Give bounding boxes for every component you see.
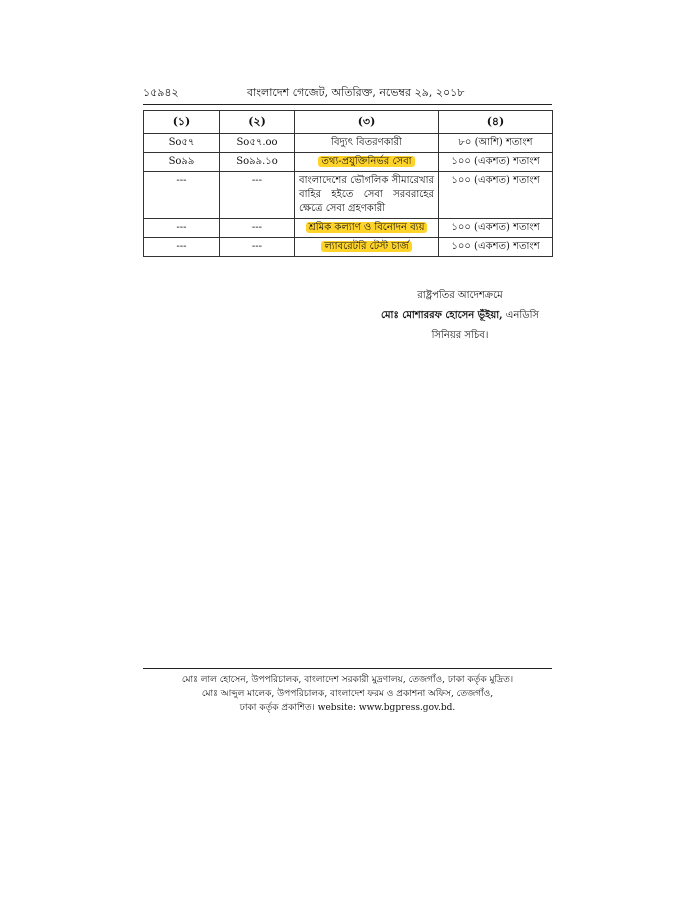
footer-line-2: মোঃ আব্দুল মালেক, উপপরিচালক, বাংলাদেশ ফরম ও প্রকাশনা অফিস, তেজগাঁও,	[201, 689, 494, 699]
table-row	[144, 134, 553, 153]
header-rule	[143, 104, 552, 105]
gazette-title: বাংলাদেশ গেজেট, অতিরিক্ত, নভেম্বর ২৯, ২০১৮	[247, 86, 465, 99]
cell-rate: ১০০ (একশত) শতাংশ	[439, 153, 553, 172]
footer-line-1: মোঃ লাল হোসেন, উপপরিচালক, বাংলাদেশ সরকারী মুদ্রণালয়, তেজগাঁও, ঢাকা কর্তৃক মুদ্রিত।	[181, 675, 514, 685]
column-header-2: (২)	[220, 111, 295, 134]
page-number: ১৫৯৪২	[143, 86, 179, 99]
cell-service	[295, 153, 439, 172]
cell-subcode: ---	[220, 172, 295, 219]
cell-code: ---	[144, 238, 220, 257]
table-header-row	[144, 111, 553, 134]
table-row	[144, 238, 553, 257]
table-row	[144, 153, 553, 172]
cell-rate: ১০০ (একশত) শতাংশ	[439, 238, 553, 257]
signatory-suffix: এনডিসি	[502, 310, 540, 321]
highlighted-text: তথ্য-প্রযুক্তিনির্ভর সেবা	[318, 156, 414, 167]
table-row	[144, 219, 553, 238]
footer	[143, 673, 552, 715]
cell-subcode: ---	[220, 219, 295, 238]
cell-subcode: ---	[220, 238, 295, 257]
signatory-designation: সিনিয়র সচিব।	[431, 330, 489, 341]
cell-rate: ৮০ (আশি) শতাংশ	[439, 134, 553, 153]
cell-code: Sо৯৯	[144, 153, 220, 172]
cell-service	[295, 219, 439, 238]
cell-service: বিদ্যুৎ বিতরণকারী	[295, 134, 439, 153]
footer-line-3: ঢাকা কর্তৃক প্রকাশিত। website: www.bgpress.gov.bd.	[239, 703, 456, 713]
signatory-name: মোঃ মোশাররফ হোসেন ভূঁইয়া,	[380, 310, 503, 321]
column-header-1: (১)	[144, 111, 220, 134]
cell-subcode: Sо৯৯.১о	[220, 153, 295, 172]
cell-subcode: Sо৫৭.оо	[220, 134, 295, 153]
cell-service	[295, 238, 439, 257]
page-header	[143, 84, 551, 102]
cell-code: ---	[144, 219, 220, 238]
table-row	[144, 172, 553, 219]
signatory-name-line	[360, 306, 560, 326]
footer-rule	[143, 668, 552, 669]
order-line: রাষ্ট্রপতির আদেশক্রমে	[417, 290, 503, 301]
highlighted-text: ল্যাবরেটরি টেস্ট চার্জ	[321, 241, 411, 252]
cell-code: Sо৫৭	[144, 134, 220, 153]
column-header-4: (৪)	[439, 111, 553, 134]
highlighted-text: শ্রমিক কল্যাণ ও বিনোদন ব্যয়	[306, 222, 428, 233]
column-header-3: (৩)	[295, 111, 439, 134]
signature-block	[360, 286, 560, 346]
cell-rate: ১০০ (একশত) শতাংশ	[439, 219, 553, 238]
cell-service: বাংলাদেশের ভৌগলিক সীমারেখার বাহির হইতে সেবা সরবরাহের ক্ষেত্রে সেবা গ্রহণকারী	[295, 172, 439, 219]
cell-code: ---	[144, 172, 220, 219]
cell-rate: ১০০ (একশত) শতাংশ	[439, 172, 553, 219]
schedule-table	[143, 110, 553, 257]
